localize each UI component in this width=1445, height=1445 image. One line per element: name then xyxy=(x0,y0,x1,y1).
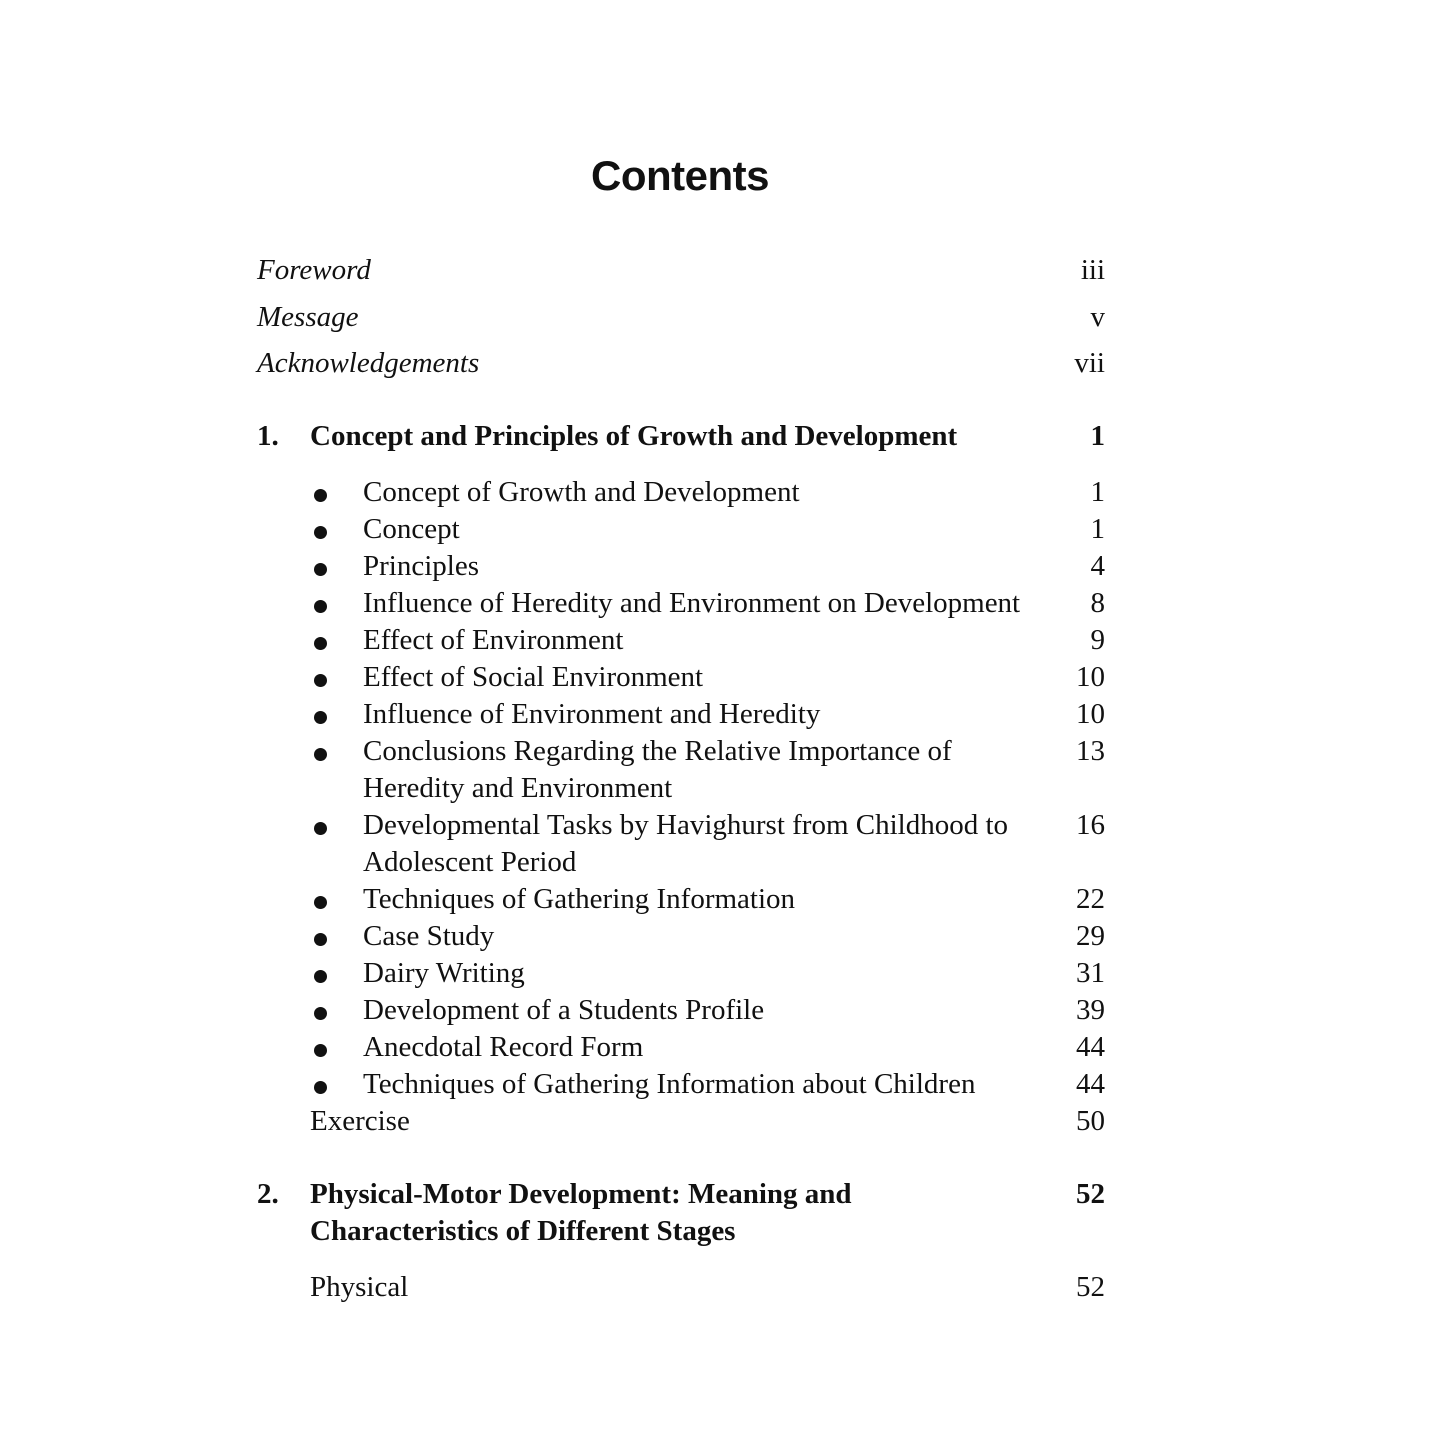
item-label: Case Study xyxy=(363,919,495,952)
item-page: 10 xyxy=(1076,660,1105,693)
item-page: 39 xyxy=(1076,993,1105,1026)
item-label: Anecdotal Record Form xyxy=(363,1030,644,1063)
entry-label: Acknowledgements xyxy=(257,347,480,379)
exercise-label: Exercise xyxy=(310,1104,410,1137)
toc-section-physical[interactable] xyxy=(257,1269,1105,1306)
toc-item[interactable] xyxy=(257,659,1105,696)
toc-item[interactable] xyxy=(257,881,1105,918)
item-page: 1 xyxy=(1090,475,1105,508)
bullet-icon xyxy=(314,748,327,761)
toc-item[interactable] xyxy=(257,1066,1105,1103)
toc-item[interactable] xyxy=(257,733,1105,807)
item-page: 31 xyxy=(1076,956,1105,989)
entry-page: vii xyxy=(1074,347,1105,379)
entry-page: iii xyxy=(1080,254,1105,286)
chapter-number: 2. xyxy=(257,1177,279,1210)
toc-item[interactable] xyxy=(257,1029,1105,1066)
entry-label: Message xyxy=(257,300,359,333)
toc-item[interactable] xyxy=(257,622,1105,659)
item-page: 9 xyxy=(1090,623,1105,656)
toc-entry-acknowledgements[interactable] xyxy=(257,341,1105,388)
chapter-title: Physical-Motor Development: Meaning and Characteristics of Different Stages xyxy=(310,1177,852,1247)
chapter-page: 1 xyxy=(1090,419,1105,452)
item-label: Concept of Growth and Development xyxy=(363,475,800,508)
item-page: 22 xyxy=(1076,882,1105,915)
exercise-page: 50 xyxy=(1076,1104,1105,1137)
item-label: Effect of Environment xyxy=(363,623,624,656)
chapter-number: 1. xyxy=(257,419,279,452)
toc-entry-message[interactable] xyxy=(257,295,1105,342)
item-page: 29 xyxy=(1076,919,1105,952)
bullet-icon xyxy=(314,563,327,576)
toc-entry-foreword[interactable] xyxy=(257,248,1105,295)
bullet-icon xyxy=(314,711,327,724)
entry-label: Foreword xyxy=(257,254,371,286)
item-page: 8 xyxy=(1090,586,1105,619)
item-page: 44 xyxy=(1076,1067,1105,1100)
item-page: 1 xyxy=(1090,512,1105,545)
toc-chapter-2[interactable] xyxy=(257,1176,1105,1250)
chapter-title: Concept and Principles of Growth and Development xyxy=(310,419,958,452)
bullet-icon xyxy=(314,1007,327,1020)
item-label: Conclusions Regarding the Relative Importance of Heredity and Environment xyxy=(363,734,952,804)
section-label: Physical xyxy=(310,1270,409,1303)
item-label: Influence of Heredity and Environment on Development xyxy=(363,586,1021,619)
item-label: Influence of Environment and Heredity xyxy=(363,697,821,730)
toc-item[interactable] xyxy=(257,696,1105,733)
bullet-icon xyxy=(314,822,327,835)
toc-item[interactable] xyxy=(257,955,1105,992)
toc-item[interactable] xyxy=(257,474,1105,511)
item-label: Development of a Students Profile xyxy=(363,993,765,1026)
toc-item[interactable] xyxy=(257,992,1105,1029)
item-label: Techniques of Gathering Information about Children xyxy=(363,1067,976,1100)
bullet-icon xyxy=(314,896,327,909)
toc-item[interactable] xyxy=(257,807,1105,881)
bullet-icon xyxy=(314,489,327,502)
item-label: Concept xyxy=(363,512,460,545)
bullet-icon xyxy=(314,1044,327,1057)
item-page: 10 xyxy=(1076,697,1105,730)
item-label: Principles xyxy=(363,549,479,582)
bullet-icon xyxy=(314,674,327,687)
item-page: 4 xyxy=(1090,549,1105,582)
chapter-page: 52 xyxy=(1076,1177,1105,1210)
bullet-icon xyxy=(314,637,327,650)
toc-item[interactable] xyxy=(257,585,1105,622)
page-title: Contents xyxy=(591,152,769,200)
toc-item[interactable] xyxy=(257,918,1105,955)
item-page: 44 xyxy=(1076,1030,1105,1063)
bullet-icon xyxy=(314,1081,327,1094)
toc-exercise[interactable] xyxy=(257,1103,1105,1140)
item-label: Effect of Social Environment xyxy=(363,660,704,693)
bullet-icon xyxy=(314,970,327,983)
bullet-icon xyxy=(314,600,327,613)
item-page: 16 xyxy=(1076,808,1105,841)
toc-item[interactable] xyxy=(257,548,1105,585)
bullet-icon xyxy=(314,933,327,946)
item-label: Developmental Tasks by Havighurst from Childhood to Adolescent Period xyxy=(363,808,1009,878)
toc-chapter-1[interactable] xyxy=(257,418,1105,455)
table-of-contents xyxy=(257,248,1105,1306)
section-page: 52 xyxy=(1076,1270,1105,1303)
entry-page: v xyxy=(1090,300,1105,333)
bullet-icon xyxy=(314,526,327,539)
item-page: 13 xyxy=(1076,734,1105,767)
item-label: Dairy Writing xyxy=(363,956,525,989)
item-label: Techniques of Gathering Information xyxy=(363,882,796,915)
toc-item[interactable] xyxy=(257,511,1105,548)
